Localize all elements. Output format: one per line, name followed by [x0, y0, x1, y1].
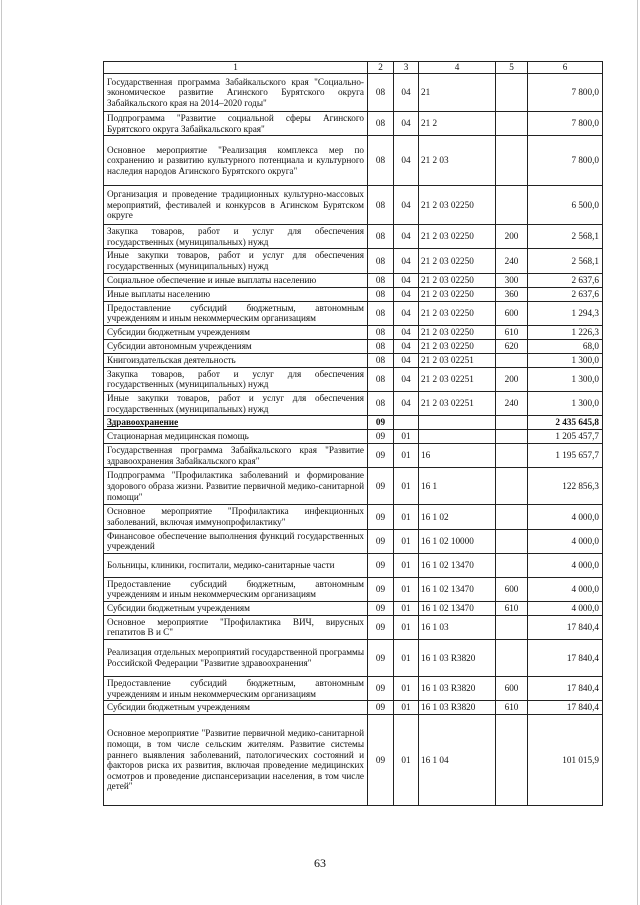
- name-cell: Социальное обеспечение и иные выплаты населению: [104, 273, 368, 287]
- expense-type-cell: [496, 136, 528, 186]
- subsection-code-cell: 04: [394, 273, 419, 287]
- section-code-cell: 09: [368, 577, 394, 601]
- amount-cell: 1 195 657,7: [528, 444, 603, 468]
- amount-cell: 2 637,6: [528, 287, 603, 301]
- section-code-cell: 08: [368, 301, 394, 325]
- section-title: Здравоохранение: [107, 417, 179, 428]
- target-article-cell: 21 2 03 02250: [419, 273, 496, 287]
- table-row: [104, 553, 603, 577]
- subsection-code-cell: 04: [394, 136, 419, 186]
- name-cell: Подпрограмма "Развитие социальной сферы Агинского Бурятского округа Забайкальского края": [104, 112, 368, 136]
- section-code-cell: 09: [368, 701, 394, 715]
- section-code-cell: 09: [368, 601, 394, 615]
- table-row: [104, 529, 603, 553]
- subsection-code-cell: 04: [394, 186, 419, 225]
- amount-cell: 1 294,3: [528, 301, 603, 325]
- name-cell: Предоставление субсидий бюджетным, автономным учреждениям и иным некоммерческим организациям: [104, 677, 368, 701]
- expense-type-cell: 600: [496, 677, 528, 701]
- section-code-cell: 08: [368, 273, 394, 287]
- section-code-cell: 08: [368, 339, 394, 353]
- section-code-cell: 08: [368, 136, 394, 186]
- name-cell: Книгоиздательская деятельность: [104, 353, 368, 367]
- section-code-cell: 08: [368, 186, 394, 225]
- name-cell: Иные закупки товаров, работ и услуг для обеспечения государственных (муниципальных) нужд: [104, 249, 368, 273]
- table-row: [104, 468, 603, 505]
- target-article-cell: 21 2 03 02250: [419, 339, 496, 353]
- name-cell: Подпрограмма "Профилактика заболеваний и формирование здорового образа жизни. Развитие первичной медико-санитарной помощи": [104, 468, 368, 505]
- amount-cell: 2 568,1: [528, 225, 603, 249]
- target-article-cell: 16 1 03 R3820: [419, 677, 496, 701]
- table-row: [104, 186, 603, 225]
- subsection-code-cell: 01: [394, 601, 419, 615]
- section-code-cell: 08: [368, 74, 394, 112]
- target-article-cell: 21 2 03 02250: [419, 301, 496, 325]
- budget-table-wrapper: [103, 61, 602, 806]
- table-row: [104, 416, 603, 430]
- target-article-cell: 16 1 03: [419, 615, 496, 639]
- header-row: [104, 62, 603, 74]
- name-cell: Предоставление субсидий бюджетным, автономным учреждениям и иным некоммерческим организациям: [104, 301, 368, 325]
- expense-type-cell: [496, 353, 528, 367]
- name-cell: Основное мероприятие "Реализация комплекса мер по сохранению и развитию культурного потенциала и культурного наследия народов Агинского Бурятского округа": [104, 136, 368, 186]
- target-article-cell: [419, 430, 496, 444]
- expense-type-cell: 620: [496, 339, 528, 353]
- name-cell: Организация и проведение традиционных культурно-массовых мероприятий, фестивалей и конкурсов в Агинском Бурятском округе: [104, 186, 368, 225]
- subsection-code-cell: 04: [394, 391, 419, 415]
- amount-cell: 122 856,3: [528, 468, 603, 505]
- target-article-cell: 16 1 03 R3820: [419, 640, 496, 677]
- target-article-cell: 16 1 02 13470: [419, 601, 496, 615]
- section-code-cell: 09: [368, 553, 394, 577]
- name-cell: Основное мероприятие "Профилактика ВИЧ, вирусных гепатитов В и С": [104, 615, 368, 639]
- subsection-code-cell: 01: [394, 677, 419, 701]
- section-code-cell: 09: [368, 430, 394, 444]
- expense-type-cell: 200: [496, 367, 528, 391]
- target-article-cell: 16: [419, 444, 496, 468]
- subsection-code-cell: 01: [394, 468, 419, 505]
- amount-cell: 2 637,6: [528, 273, 603, 287]
- name-cell: Государственная программа Забайкальского края "Социально-экономическое развитие Агинского Бурятского округа Забайкальского края на 2014–2020 годы": [104, 74, 368, 112]
- table-row: [104, 430, 603, 444]
- table-row: [104, 444, 603, 468]
- expense-type-cell: 610: [496, 601, 528, 615]
- table-row: [104, 577, 603, 601]
- amount-cell: 17 840,4: [528, 701, 603, 715]
- table-row: [104, 273, 603, 287]
- subsection-code-cell: 04: [394, 353, 419, 367]
- subsection-code-cell: 01: [394, 553, 419, 577]
- subsection-code-cell: 04: [394, 367, 419, 391]
- subsection-code-cell: 04: [394, 74, 419, 112]
- expense-type-cell: [496, 505, 528, 529]
- amount-cell: 6 500,0: [528, 186, 603, 225]
- name-cell: Закупка товаров, работ и услуг для обеспечения государственных (муниципальных) нужд: [104, 367, 368, 391]
- target-article-cell: 16 1 02 13470: [419, 553, 496, 577]
- subsection-code-cell: 01: [394, 615, 419, 639]
- section-code-cell: 09: [368, 529, 394, 553]
- expense-type-cell: 600: [496, 577, 528, 601]
- table-row: [104, 287, 603, 301]
- header-cell: 4: [419, 62, 496, 74]
- scan-right-edge: [637, 0, 638, 905]
- section-code-cell: 09: [368, 468, 394, 505]
- subsection-code-cell: 01: [394, 444, 419, 468]
- amount-cell: 101 015,9: [528, 715, 603, 806]
- subsection-code-cell: 01: [394, 529, 419, 553]
- expense-type-cell: [496, 715, 528, 806]
- name-cell: Государственная программа Забайкальского края "Развитие здравоохранения Забайкальского края": [104, 444, 368, 468]
- target-article-cell: 21 2 03 02251: [419, 367, 496, 391]
- subsection-code-cell: 04: [394, 225, 419, 249]
- table-row: [104, 615, 603, 639]
- table-row: [104, 325, 603, 339]
- subsection-code-cell: 01: [394, 701, 419, 715]
- section-code-cell: 09: [368, 505, 394, 529]
- section-code-cell: 08: [368, 225, 394, 249]
- amount-cell: 1 205 457,7: [528, 430, 603, 444]
- subsection-code-cell: [394, 416, 419, 430]
- name-cell: Больницы, клиники, госпитали, медико-санитарные части: [104, 553, 368, 577]
- target-article-cell: 16 1 04: [419, 715, 496, 806]
- section-code-cell: 08: [368, 249, 394, 273]
- table-row: [104, 367, 603, 391]
- expense-type-cell: 200: [496, 225, 528, 249]
- expense-type-cell: [496, 468, 528, 505]
- table-row: [104, 74, 603, 112]
- section-code-cell: 09: [368, 677, 394, 701]
- expense-type-cell: [496, 529, 528, 553]
- expense-type-cell: [496, 186, 528, 225]
- header-cell: 2: [368, 62, 394, 74]
- expense-type-cell: 600: [496, 301, 528, 325]
- amount-cell: 7 800,0: [528, 112, 603, 136]
- table-row: [104, 505, 603, 529]
- name-cell: Субсидии автономным учреждениям: [104, 339, 368, 353]
- expense-type-cell: [496, 640, 528, 677]
- subsection-code-cell: 04: [394, 112, 419, 136]
- table-row: [104, 353, 603, 367]
- name-cell: Основное мероприятие "Профилактика инфекционных заболеваний, включая иммунопрофилактику": [104, 505, 368, 529]
- amount-cell: 1 300,0: [528, 391, 603, 415]
- subsection-code-cell: 04: [394, 249, 419, 273]
- amount-cell: 4 000,0: [528, 601, 603, 615]
- section-code-cell: 09: [368, 640, 394, 677]
- section-code-cell: 08: [368, 325, 394, 339]
- section-code-cell: 08: [368, 287, 394, 301]
- amount-cell: 17 840,4: [528, 615, 603, 639]
- amount-cell: 17 840,4: [528, 640, 603, 677]
- name-cell: Реализация отдельных мероприятий государственной программы Российской Федерации "Развитие здравоохранения": [104, 640, 368, 677]
- table-row: [104, 701, 603, 715]
- section-code-cell: 09: [368, 416, 394, 430]
- target-article-cell: 16 1 02: [419, 505, 496, 529]
- table-row: [104, 301, 603, 325]
- name-cell: Иные выплаты населению: [104, 287, 368, 301]
- name-cell: Субсидии бюджетным учреждениям: [104, 601, 368, 615]
- header-cell: 5: [496, 62, 528, 74]
- subsection-code-cell: 04: [394, 325, 419, 339]
- table-row: [104, 640, 603, 677]
- table-row: [104, 225, 603, 249]
- expense-type-cell: [496, 444, 528, 468]
- target-article-cell: 21 2 03 02250: [419, 249, 496, 273]
- header-cell: 3: [394, 62, 419, 74]
- expense-type-cell: [496, 615, 528, 639]
- name-cell: Стационарная медицинская помощь: [104, 430, 368, 444]
- expense-type-cell: 610: [496, 701, 528, 715]
- expense-type-cell: 300: [496, 273, 528, 287]
- section-code-cell: 09: [368, 715, 394, 806]
- target-article-cell: 21 2 03 02251: [419, 353, 496, 367]
- expense-type-cell: [496, 430, 528, 444]
- amount-cell: 4 000,0: [528, 505, 603, 529]
- name-cell: Субсидии бюджетным учреждениям: [104, 325, 368, 339]
- table-row: [104, 601, 603, 615]
- target-article-cell: 21 2 03 02251: [419, 391, 496, 415]
- name-cell: [104, 416, 368, 430]
- amount-cell: 4 000,0: [528, 529, 603, 553]
- target-article-cell: 21 2 03: [419, 136, 496, 186]
- target-article-cell: 21 2: [419, 112, 496, 136]
- header-cell: 6: [528, 62, 603, 74]
- subsection-code-cell: 04: [394, 301, 419, 325]
- target-article-cell: 21 2 03 02250: [419, 186, 496, 225]
- table-row: [104, 136, 603, 186]
- name-cell: Субсидии бюджетным учреждениям: [104, 701, 368, 715]
- table-row: [104, 249, 603, 273]
- expense-type-cell: [496, 112, 528, 136]
- amount-cell: 17 840,4: [528, 677, 603, 701]
- target-article-cell: 16 1 03 R3820: [419, 701, 496, 715]
- amount-cell: 2 435 645,8: [528, 416, 603, 430]
- section-code-cell: 09: [368, 615, 394, 639]
- target-article-cell: 16 1 02 10000: [419, 529, 496, 553]
- amount-cell: 4 000,0: [528, 553, 603, 577]
- page-number: 63: [314, 856, 326, 870]
- amount-cell: 7 800,0: [528, 74, 603, 112]
- name-cell: Основное мероприятие "Развитие первичной медико-санитарной помощи, в том числе сельским жителям. Развитие системы раннего выявления заболеваний, патологических состояний и факторов риска их развития, включая проведение медицинских осмотров и проведение диспансеризации населения, в том числе детей": [104, 715, 368, 806]
- expense-type-cell: 240: [496, 249, 528, 273]
- name-cell: Финансовое обеспечение выполнения функций государственных учреждений: [104, 529, 368, 553]
- section-code-cell: 08: [368, 112, 394, 136]
- table-row: [104, 677, 603, 701]
- amount-cell: 2 568,1: [528, 249, 603, 273]
- amount-cell: 1 226,3: [528, 325, 603, 339]
- scan-left-edge: [1, 0, 2, 905]
- table-row: [104, 112, 603, 136]
- subsection-code-cell: 01: [394, 430, 419, 444]
- section-code-cell: 08: [368, 367, 394, 391]
- expense-type-cell: 360: [496, 287, 528, 301]
- amount-cell: 1 300,0: [528, 367, 603, 391]
- budget-table: [103, 61, 603, 806]
- name-cell: Закупка товаров, работ и услуг для обеспечения государственных (муниципальных) нужд: [104, 225, 368, 249]
- section-code-cell: 09: [368, 444, 394, 468]
- table-row: [104, 391, 603, 415]
- section-code-cell: 08: [368, 353, 394, 367]
- expense-type-cell: 240: [496, 391, 528, 415]
- target-article-cell: 16 1: [419, 468, 496, 505]
- amount-cell: 1 300,0: [528, 353, 603, 367]
- amount-cell: 4 000,0: [528, 577, 603, 601]
- subsection-code-cell: 01: [394, 640, 419, 677]
- subsection-code-cell: 04: [394, 339, 419, 353]
- target-article-cell: 21: [419, 74, 496, 112]
- name-cell: Иные закупки товаров, работ и услуг для обеспечения государственных (муниципальных) нужд: [104, 391, 368, 415]
- amount-cell: 7 800,0: [528, 136, 603, 186]
- expense-type-cell: [496, 416, 528, 430]
- subsection-code-cell: 01: [394, 505, 419, 529]
- table-row: [104, 339, 603, 353]
- section-code-cell: 08: [368, 391, 394, 415]
- table-row: [104, 715, 603, 806]
- amount-cell: 68,0: [528, 339, 603, 353]
- target-article-cell: 21 2 03 02250: [419, 325, 496, 339]
- target-article-cell: 16 1 02 13470: [419, 577, 496, 601]
- expense-type-cell: [496, 74, 528, 112]
- subsection-code-cell: 01: [394, 577, 419, 601]
- subsection-code-cell: 01: [394, 715, 419, 806]
- expense-type-cell: [496, 553, 528, 577]
- name-cell: Предоставление субсидий бюджетным, автономным учреждениям и иным некоммерческим организациям: [104, 577, 368, 601]
- subsection-code-cell: 04: [394, 287, 419, 301]
- header-cell: 1: [104, 62, 368, 74]
- target-article-cell: 21 2 03 02250: [419, 287, 496, 301]
- target-article-cell: [419, 416, 496, 430]
- target-article-cell: 21 2 03 02250: [419, 225, 496, 249]
- expense-type-cell: 610: [496, 325, 528, 339]
